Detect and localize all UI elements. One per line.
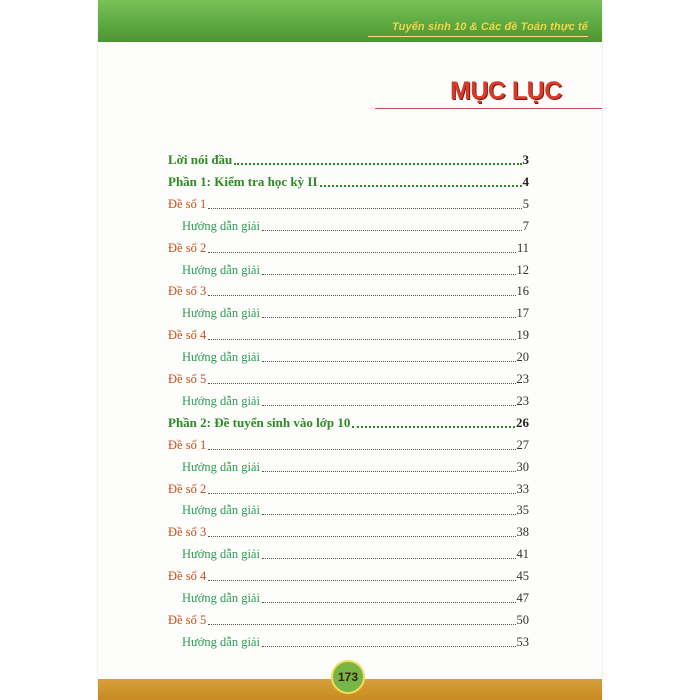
toc-entry-page: 5 — [522, 196, 529, 211]
toc-entry-page: 45 — [516, 569, 529, 584]
toc-entry — [168, 327, 529, 343]
toc-entry — [168, 612, 529, 628]
toc-leader-dots — [208, 535, 515, 537]
toc-entry-label: Hướng dẫn giải — [182, 262, 260, 277]
toc-entry-label: Phần 1: Kiểm tra học kỳ II — [168, 173, 318, 189]
toc-leader-dots — [208, 382, 515, 384]
toc-leader-dots — [262, 273, 516, 275]
toc-leader-dots — [262, 470, 516, 472]
toc-entry-page: 11 — [516, 240, 529, 255]
toc-entry — [182, 393, 529, 409]
toc-entry-label: Hướng dẫn giải — [182, 547, 260, 562]
toc-leader-dots — [262, 229, 522, 231]
toc-entry-page: 23 — [516, 372, 529, 386]
toc-entry-page: 50 — [516, 612, 529, 627]
toc-entry-label: Đề số 1 — [168, 437, 207, 452]
toc-entry — [168, 283, 529, 299]
title-rule — [375, 108, 602, 109]
toc-entry-label: Hướng dẫn giải — [182, 591, 260, 605]
toc-entry — [168, 152, 529, 168]
toc-entry — [168, 196, 529, 212]
toc-entry — [168, 568, 529, 584]
toc-entry-page: 20 — [516, 350, 529, 365]
toc-entry-page: 16 — [516, 284, 529, 299]
toc-leader-dots — [208, 492, 515, 494]
toc-leader-dots — [262, 513, 516, 515]
header-band — [98, 0, 602, 42]
toc-entry-label: Đề số 3 — [168, 525, 207, 540]
toc-entry — [182, 502, 529, 518]
toc-entry-page: 12 — [516, 262, 529, 277]
toc-entry — [168, 240, 529, 256]
toc-leader-dots — [208, 294, 515, 296]
toc-leader-dots — [352, 425, 515, 428]
toc-entry — [182, 590, 529, 606]
toc-leader-dots — [262, 645, 516, 647]
toc-entry-label: Hướng dẫn giải — [182, 218, 260, 233]
running-title: Tuyển sinh 10 & Các đề Toán thực tế — [392, 21, 588, 33]
toc-entry-page: 53 — [516, 634, 529, 649]
header-rule — [368, 36, 588, 37]
toc-entry-label: Đề số 2 — [168, 481, 207, 496]
toc-entry — [182, 305, 529, 321]
toc-entry-page: 38 — [516, 525, 529, 540]
toc-entry-label: Hướng dẫn giải — [182, 503, 260, 518]
toc-leader-dots — [208, 623, 515, 625]
toc-leader-dots — [208, 207, 522, 209]
toc-entry — [182, 218, 529, 234]
toc-entry-page: 23 — [516, 393, 529, 408]
toc-entry-label: Đề số 1 — [168, 196, 207, 211]
page-title: MỤC LỤC — [450, 77, 562, 105]
toc-entry-page: 41 — [516, 547, 529, 562]
toc-entry-page: 17 — [516, 306, 529, 321]
toc-entry-label: Đề số 2 — [168, 240, 207, 255]
toc-entry-label: Hướng dẫn giải — [182, 634, 260, 649]
toc-leader-dots — [234, 162, 521, 165]
toc-leader-dots — [262, 557, 516, 559]
toc-entry-page: 30 — [516, 459, 529, 474]
toc-entry — [182, 634, 529, 650]
toc-entry — [168, 481, 529, 497]
toc-entry-label: Đề số 4 — [168, 569, 207, 584]
toc-entry-label: Hướng dẫn giải — [182, 393, 260, 408]
toc-entry — [182, 459, 529, 475]
toc-entry-label: Phần 2: Đề tuyển sinh vào lớp 10 — [168, 414, 351, 430]
toc-entry-label: Lời nói đầu — [168, 152, 233, 167]
toc-leader-dots — [208, 338, 515, 340]
toc-entry-page: 35 — [516, 503, 529, 518]
toc-entry — [168, 415, 529, 431]
toc-leader-dots — [208, 448, 515, 450]
toc-entry-label: Đề số 3 — [168, 284, 207, 299]
page-number-badge: 173 — [331, 660, 365, 694]
toc-entry-page: 33 — [516, 481, 529, 496]
toc-entry — [182, 546, 529, 562]
toc-entry — [182, 349, 529, 365]
toc-entry-page: 19 — [516, 328, 529, 343]
toc-entry — [168, 174, 529, 190]
toc-entry — [168, 437, 529, 453]
toc-entry — [168, 524, 529, 540]
toc-leader-dots — [320, 184, 522, 187]
book-page — [98, 0, 602, 700]
toc-leader-dots — [208, 579, 515, 581]
toc-entry — [182, 262, 529, 278]
toc-entry-label: Đề số 5 — [168, 612, 207, 627]
toc-leader-dots — [262, 360, 516, 362]
toc-leader-dots — [262, 316, 516, 318]
toc-entry-page: 27 — [516, 437, 529, 452]
toc-entry-label: Hướng dẫn giải — [182, 306, 260, 321]
toc-entry-label: Hướng dẫn giải — [182, 459, 260, 474]
toc-entry-label: Đề số 4 — [168, 328, 207, 343]
toc-leader-dots — [208, 251, 516, 253]
toc-entry-page: 26 — [516, 414, 529, 430]
toc-entry-page: 4 — [522, 173, 529, 189]
toc-entry-label: Đề số 5 — [168, 372, 207, 386]
toc-entry — [168, 371, 529, 387]
toc-entry-label: Hướng dẫn giải — [182, 350, 260, 365]
toc-leader-dots — [262, 601, 516, 603]
toc-entry-page: 3 — [522, 152, 529, 167]
toc-entry-page: 47 — [516, 591, 529, 605]
toc-leader-dots — [262, 404, 516, 406]
toc-entry-page: 7 — [522, 218, 529, 233]
